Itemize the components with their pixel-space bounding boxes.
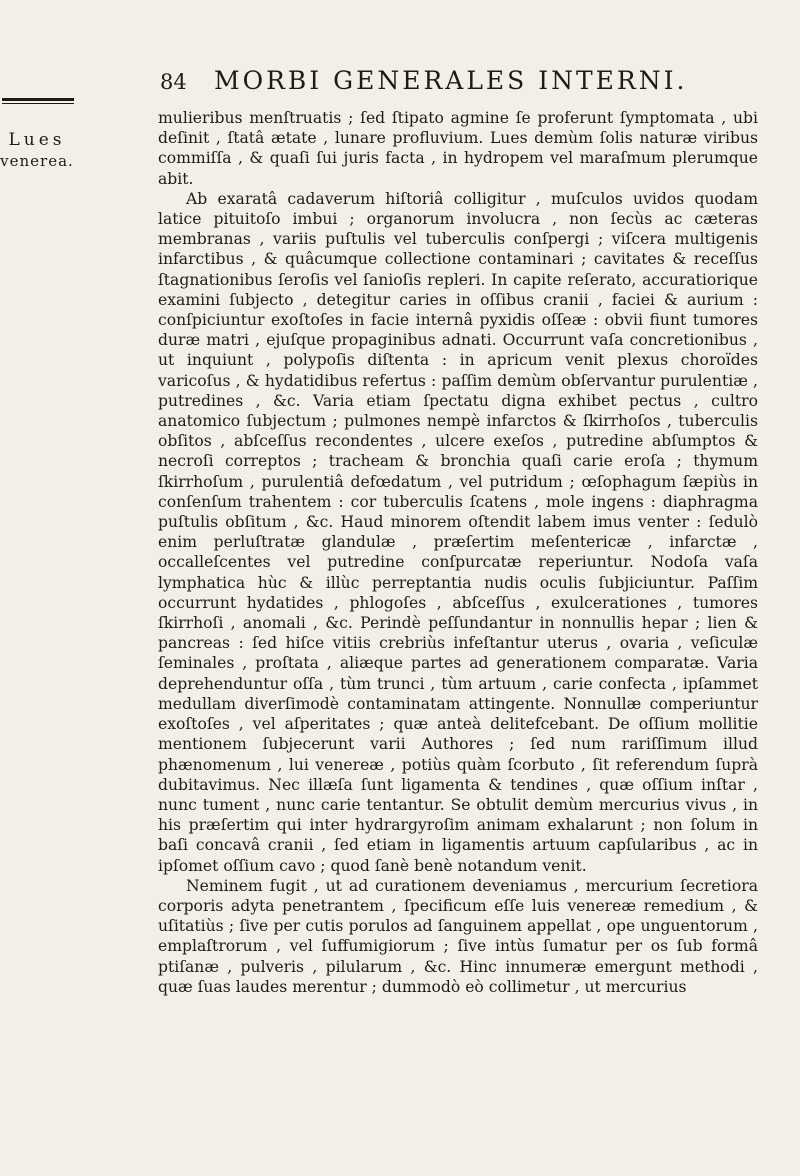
- paragraph: Ab exaratâ cadaverum hiſtoriâ colligitur , muſculos uvidos quodam latice pituitoſo imbui ; organorum involucra , non ſecùs ac cæteras membranas , variis puſtulis vel tuberculis conſpergi ; viſcera multigenis infarctibus , & quâcumque collectione contaminari ; cavitates & receſſus ſtagnationibus ſeroſis vel ſanioſis repleri. In capite reſerato, accuratiorique examini ſubjecto , detegitur caries in oſſibus cranii , faciei & aurium : conſpiciuntur exoſtoſes in facie internâ pyxidis oſſeæ : obvii fiunt tumores duræ matri , ejuſque propaginibus adnati. Occurrunt vaſa concretionibus , ut inquiunt , polypoſis diſtenta : in apricum venit plexus choroïdes varicoſus , & hydatidibus refertus : paſſim demùm obſervantur purulentiæ , putredines , &c. Varia etiam ſpectatu digna exhibet pectus , cultro anatomico ſubjectum ; pulmones nempè infarctos & ſkirrhoſos , tuberculis obſitos , abſceſſus recondentes , ulcere exeſos , putredine abſumptos & necroſi correptos ; tracheam & bronchia quaſi carie eroſa ; thymum ſkirrhoſum , purulentiâ defœdatum , vel putridum ; œſophagum ſæpiùs in conſenſum trahentem : cor tuberculis ſcatens , mole ingens : diaphragma puſtulis obſitum , &c. Haud minorem oſtendit labem imus venter : ſedulò enim perluſtratæ glandulæ , præſertim meſentericæ , infarctæ , occalleſcentes vel putredine conſpurcatæ reperiuntur. Nodoſa vaſa lymphatica hùc & illùc perreptantia nudis oculis ſubjiciuntur. Paſſim occurrunt hydatides , phlogoſes , abſceſſus , exulcerationes , tumores ſkirrhoſi , anomali , &c. Perindè peſſundantur in nonnullis hepar ; lien & pancreas : ſed hiſce vitiis crebriùs infeſtantur uterus , ovaria , veſiculæ ſeminales , proſtata , aliæque partes ad generationem comparatæ. Varia deprehenduntur oſſa , tùm trunci , tùm artuum , carie confecta , ipſammet medullam diverſimodè contaminatam attingente. Nonnullæ comperiuntur exoſtoſes , vel aſperitates ; quæ anteà delitefcebant. De oſſium mollitie mentionem ſubjecerunt varii Authores ; ſed num rariſſimum illud phænomenum , lui venereæ , potiùs quàm ſcorbuto , ſit referendum ſuprà dubitavimus. Nec illæſa ſunt ligamenta & tendines , quæ oſſium inſtar , nunc tument , nunc carie tentantur. Se obtulit demùm mercurius vivus , in his præſertim qui inter hydrargyroſim animam exhalarunt ; non ſolum in baſi concavâ cranii , ſed etiam in ligamentis artuum capſularibus , ac in ipſomet oſſium cavo ; quod ſanè benè notandum venit.: [158, 189, 758, 875]
- page-header: [160, 66, 754, 106]
- ornament-bar-thin: [2, 103, 74, 104]
- ornament-bar: [2, 98, 74, 101]
- page-number: 84: [160, 70, 187, 94]
- paragraph: mulieribus menſtruatis ; ſed ſtipato agmine ſe proferunt ſymptomata , ubi deſinit , ſtatâ ætate , lunare profluvium. Lues demùm ſolis naturæ viribus commiſſa , & quaſi ſui juris facta , in hydropem vel maraſmum plerumque abit.: [158, 109, 758, 188]
- margin-note-line2: venerea.: [0, 152, 74, 170]
- margin-note: [0, 130, 74, 172]
- running-title: MORBI GENERALES INTERNI.: [214, 66, 688, 95]
- paragraph: Neminem fugit , ut ad curationem deveniamus , mercurium ſecretiora corporis adyta penetrantem , ſpecificum eſſe luis venereæ remedium , & uſitatiùs ; ſive per cutis porulos ad ſanguinem appellat , ope unguentorum , emplaſtrorum , vel ſuffumigiorum ; ſive intùs ſumatur per os ſub formâ ptiſanæ , pulveris , pilularum , &c. Hinc innumeræ emergunt methodi , quæ ſuas laudes merentur ; dummodò eò collimetur , ut mercurius: [158, 876, 758, 996]
- body-text: [158, 108, 758, 997]
- margin-note-line1: Lues: [8, 130, 66, 150]
- margin-rule-ornament: [2, 98, 74, 106]
